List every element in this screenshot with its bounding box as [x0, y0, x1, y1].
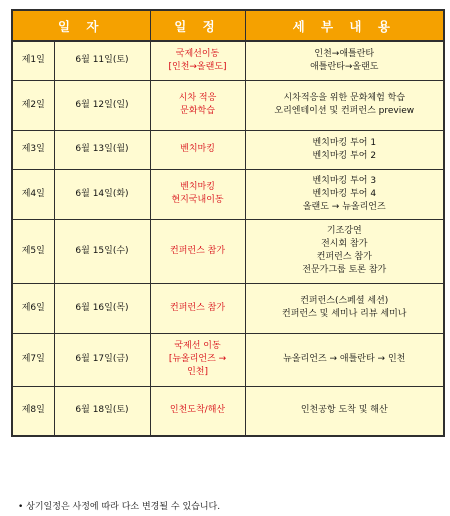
header-row	[12, 10, 444, 41]
day-cell: 제7일	[12, 333, 54, 386]
table-row	[12, 169, 444, 219]
detail-line: 컨퍼런스(스페셜 세션)	[300, 296, 389, 306]
schedule-line: 국제선 이동	[174, 341, 221, 351]
date-cell: 6월 15일(수)	[54, 219, 150, 283]
details-cell	[245, 386, 444, 436]
detail-line: 인천공항 도착 및 해산	[300, 405, 388, 416]
detail-line: 벤치마킹 투어 2	[312, 150, 377, 161]
details-cell	[245, 80, 444, 130]
table-row	[12, 283, 444, 333]
detail-line: 시차적응을 위한 문화체험 학습	[283, 93, 406, 103]
schedule-line: 컨퍼런스 참가	[170, 245, 226, 256]
schedule-cell	[150, 333, 245, 386]
header-schedule: 일 정	[150, 10, 245, 41]
details-cell	[245, 130, 444, 169]
date-cell: 6월 18일(토)	[54, 386, 150, 436]
detail-line: 전문가그룹 토론 참가	[302, 265, 387, 275]
table-row	[12, 41, 444, 80]
schedule-line: 인천]	[187, 367, 208, 377]
schedule-line: 현지국내이동	[171, 195, 224, 205]
day-cell: 제1일	[12, 41, 54, 80]
schedule-cell	[150, 169, 245, 219]
schedule-line: 컨퍼런스 참가	[170, 302, 226, 313]
day-cell: 제8일	[12, 386, 54, 436]
date-cell: 6월 14일(화)	[54, 169, 150, 219]
table-row	[12, 130, 444, 169]
details-cell	[245, 219, 444, 283]
detail-line: 컨퍼런스 및 세미나 리뷰 세미나	[282, 309, 407, 319]
detail-line: 인천→애틀란타	[314, 48, 375, 59]
detail-line: 전시회 참가	[321, 239, 368, 249]
day-cell: 제6일	[12, 283, 54, 333]
detail-line: 벤치마킹 투어 4	[312, 188, 377, 199]
schedule-cell	[150, 283, 245, 333]
date-cell: 6월 11일(토)	[54, 41, 150, 80]
schedule-line: [뉴올리언즈 →	[168, 354, 227, 364]
schedule-table	[11, 9, 445, 437]
schedule-line: 문화학습	[180, 106, 215, 116]
detail-line: 벤치마킹 투어 1	[312, 137, 377, 148]
detail-line: 뉴올리언즈 → 애틀란타 → 인천	[283, 354, 406, 364]
day-cell: 제3일	[12, 130, 54, 169]
date-cell: 6월 17일(금)	[54, 333, 150, 386]
day-cell: 제5일	[12, 219, 54, 283]
schedule-line: 시차 적응	[178, 93, 217, 103]
schedule-cell	[150, 386, 245, 436]
schedule-cell	[150, 130, 245, 169]
detail-line: 애틀란타→올랜도	[310, 61, 379, 72]
details-cell	[245, 169, 444, 219]
header-date: 일 자	[12, 10, 150, 41]
table-row	[12, 80, 444, 130]
table-row	[12, 219, 444, 283]
day-cell: 제2일	[12, 80, 54, 130]
detail-line: 기조강연	[326, 226, 362, 236]
details-cell	[245, 41, 444, 80]
schedule-line: 인천도착/해산	[169, 405, 226, 416]
schedule-cell	[150, 80, 245, 130]
schedule-line: [인천→올랜도]	[168, 61, 227, 72]
detail-line: 컨퍼런스 참가	[316, 252, 372, 262]
schedule-cell	[150, 41, 245, 80]
schedule-line: 벤치마킹	[180, 182, 215, 192]
details-cell	[245, 333, 444, 386]
detail-line: 벤치마킹 투어 3	[312, 175, 377, 186]
schedule-line: 국제선이동	[175, 48, 220, 59]
schedule-cell	[150, 219, 245, 283]
schedule-note: • 상기일정은 사정에 따라 다소 변경될 수 있습니다.	[18, 502, 221, 512]
date-cell: 6월 12일(일)	[54, 80, 150, 130]
date-cell: 6월 16일(목)	[54, 283, 150, 333]
table-row	[12, 333, 444, 386]
details-cell	[245, 283, 444, 333]
table-row	[12, 386, 444, 436]
date-cell: 6월 13일(월)	[54, 130, 150, 169]
header-details: 세 부 내 용	[245, 10, 444, 41]
detail-line: 올랜도 → 뉴올리언즈	[302, 201, 386, 212]
day-cell: 제4일	[12, 169, 54, 219]
detail-line: 오리엔테이션 및 컨퍼런스 preview	[274, 106, 415, 116]
schedule-line: 벤치마킹	[180, 144, 215, 154]
